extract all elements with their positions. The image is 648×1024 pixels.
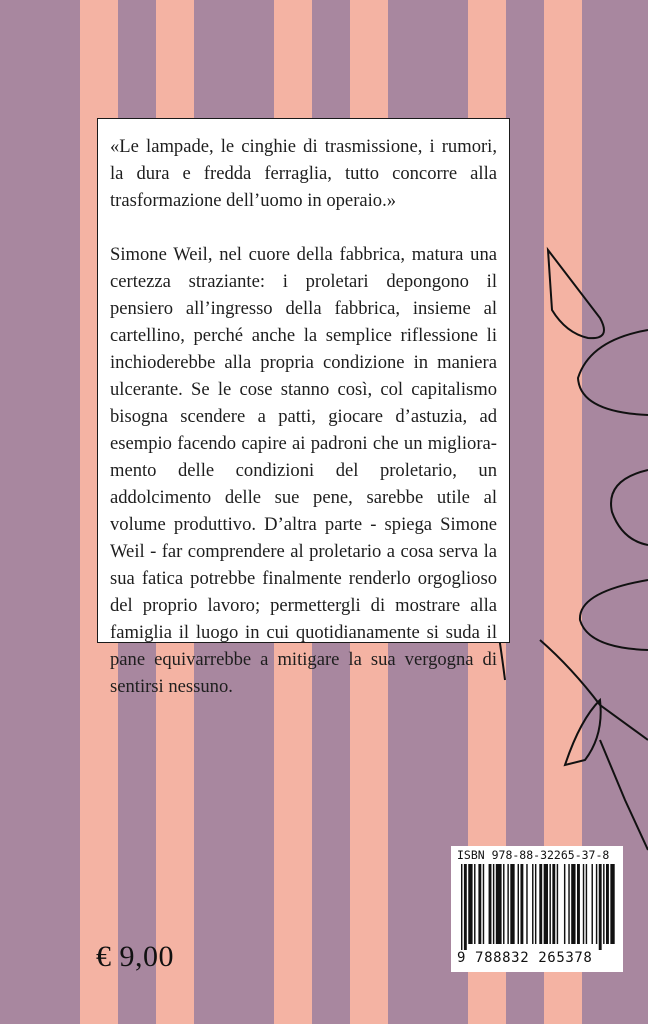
barcode-bar [539, 864, 542, 944]
barcode-bar [483, 864, 484, 944]
quote-paragraph: «Le lampade, le cinghie di trasmissione, i rumori, la dura e fredda ferraglia, tutto concorre alla trasformazione dell’uomo in operaio.» [110, 136, 497, 211]
isbn-label: ISBN 978-88-32265-37-8 [457, 848, 610, 862]
barcode-bar [510, 864, 514, 944]
barcode-bar [599, 864, 602, 950]
barcode-panel [451, 846, 623, 972]
barcode-bar [577, 864, 580, 944]
barcode-bar [610, 864, 614, 944]
barcode-bar [520, 864, 523, 944]
barcode-bar [592, 864, 593, 944]
barcode-bar [464, 864, 467, 950]
barcode-bar [496, 864, 502, 944]
barcode-bar [544, 864, 548, 944]
barcode-bar [493, 864, 494, 944]
barcode-bar [571, 864, 575, 944]
barcode-bar [603, 864, 604, 944]
barcode-bar [564, 864, 565, 944]
barcode-bar [583, 864, 584, 944]
back-cover-text-box [97, 118, 510, 697]
barcode-bar [596, 864, 597, 944]
barcode-bar [557, 864, 558, 944]
barcode-bar [461, 864, 462, 950]
barcode-bar [478, 864, 481, 944]
ean-digits: 9 788832 265378 [457, 950, 593, 966]
barcode-bar [474, 864, 475, 944]
barcode-bars [457, 864, 617, 950]
barcode-bar [568, 864, 569, 944]
barcode-bar [586, 864, 587, 944]
barcode-bar [606, 864, 609, 944]
barcode-bar [489, 864, 492, 944]
barcode-bar [532, 864, 533, 944]
barcode-bar [503, 864, 504, 944]
description-paragraph: Simone Weil, nel cuore della fabbrica, matura una certezza straziante: i proletari depongono il pensiero all’ingresso della fabbrica, insieme al cartellino, perché anche la semplice riflessione li inchioderebbe alla propria condizione in maniera ulcerante. Se le cose stanno così, col capitalismo bisogna scendere a patti, giocare d’astuzia, ad esempio facendo capire ai padroni che un miglioramento delle condizioni del proletario, un addolcimento delle sue pene, sarebbe utile al volume produttivo. D’altra parte - spiega Simone Weil - far comprendere al proletario a cosa serva la sua fatica potrebbe finalmente renderlo orgoglioso del proprio lavoro; permettergli di mostrare alla famiglia il luogo in cui quotidianamente si suda il pane equivarrebbe a mitigare la sua vergogna di sentirsi nessuno. [110, 244, 497, 697]
barcode-bar [535, 864, 536, 944]
barcode-bar [526, 864, 527, 944]
price-label: € 9,00 [96, 940, 174, 973]
barcode-bar [552, 864, 555, 944]
barcode-bar [507, 864, 508, 944]
barcode-bar [518, 864, 519, 944]
barcode-bar [468, 864, 472, 944]
barcode-bar [549, 864, 550, 944]
